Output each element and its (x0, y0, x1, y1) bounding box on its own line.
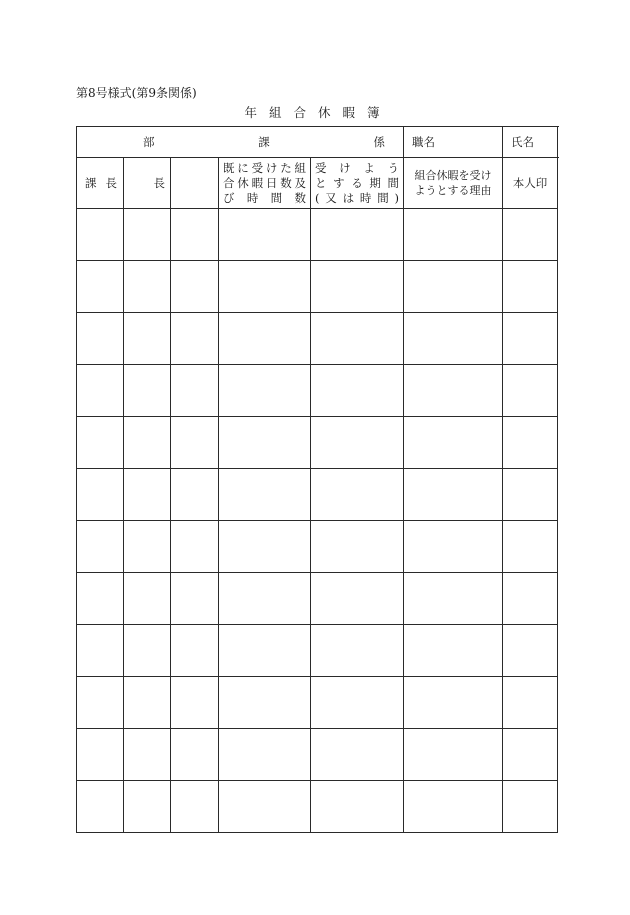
entry-cell[interactable] (311, 365, 404, 417)
entry-cell[interactable] (404, 261, 503, 313)
name-cell (503, 127, 558, 158)
entry-cell[interactable] (311, 729, 404, 781)
entry-cell[interactable] (311, 781, 404, 833)
entry-cell[interactable] (171, 625, 219, 677)
seal-label: 本人印 (512, 176, 548, 190)
table-row (77, 469, 558, 521)
entry-cell[interactable] (503, 209, 558, 261)
chief-header (124, 158, 171, 209)
entry-cell[interactable] (219, 209, 311, 261)
requested-period-line-3: ( 又 は 時 間 ) (315, 190, 399, 205)
entry-cell[interactable] (124, 313, 171, 365)
entry-cell[interactable] (503, 521, 558, 573)
entry-cell[interactable] (404, 469, 503, 521)
entry-cell[interactable] (219, 313, 311, 365)
entry-cell[interactable] (124, 209, 171, 261)
job-title-label: 職名 (412, 135, 436, 149)
department-label: 部 (143, 135, 155, 149)
entry-cell[interactable] (77, 781, 124, 833)
entry-cell[interactable] (124, 573, 171, 625)
entry-cell[interactable] (77, 313, 124, 365)
entry-cell[interactable] (77, 521, 124, 573)
entry-cell[interactable] (219, 729, 311, 781)
entry-cell[interactable] (124, 521, 171, 573)
entry-cell[interactable] (503, 261, 558, 313)
entry-cell[interactable] (219, 365, 311, 417)
reason-line-2: ようとする理由 (414, 184, 492, 197)
entry-cell[interactable] (124, 261, 171, 313)
entry-cell[interactable] (77, 209, 124, 261)
entry-cell[interactable] (124, 469, 171, 521)
entry-cell[interactable] (77, 625, 124, 677)
entry-cell[interactable] (311, 417, 404, 469)
entry-cell[interactable] (77, 677, 124, 729)
section-chief-header (77, 158, 124, 209)
entry-cell[interactable] (171, 469, 219, 521)
entry-cell[interactable] (311, 625, 404, 677)
table-row (77, 625, 558, 677)
entry-cell[interactable] (219, 469, 311, 521)
entry-cell[interactable] (77, 573, 124, 625)
entry-cell[interactable] (171, 313, 219, 365)
entry-cell[interactable] (503, 781, 558, 833)
entry-cell[interactable] (503, 573, 558, 625)
entry-cell[interactable] (77, 261, 124, 313)
entry-cell[interactable] (311, 209, 404, 261)
requested-period-line-2: と す る 期 間 (315, 175, 399, 190)
entry-cell[interactable] (404, 677, 503, 729)
blank-header (171, 158, 219, 209)
requested-period-line-1: 受 け よ う (315, 160, 400, 175)
column-header-row (77, 158, 558, 209)
entry-cell[interactable] (311, 573, 404, 625)
entry-cell[interactable] (404, 729, 503, 781)
entry-cell[interactable] (404, 209, 503, 261)
entry-cell[interactable] (124, 729, 171, 781)
prior-days-line-2: 合 休 暇 日 数 及 (223, 175, 306, 190)
entry-cell[interactable] (124, 365, 171, 417)
entry-cell[interactable] (503, 469, 558, 521)
table-row (77, 209, 558, 261)
entry-cell[interactable] (124, 677, 171, 729)
entry-cell[interactable] (171, 729, 219, 781)
name-label: 氏名 (511, 135, 535, 149)
table-row (77, 261, 558, 313)
entry-cell[interactable] (219, 573, 311, 625)
department-cell (77, 127, 404, 158)
entry-cell[interactable] (171, 573, 219, 625)
entry-cell[interactable] (219, 261, 311, 313)
subsection-label: 係 (373, 135, 386, 149)
table-row (77, 573, 558, 625)
section-chief-ka: 課 (85, 176, 97, 190)
entry-cell[interactable] (311, 677, 404, 729)
entry-cell[interactable] (219, 677, 311, 729)
entry-cell[interactable] (77, 417, 124, 469)
entry-cell[interactable] (404, 365, 503, 417)
entry-cell[interactable] (171, 261, 219, 313)
entry-cell[interactable] (404, 417, 503, 469)
entry-cell[interactable] (77, 729, 124, 781)
entry-cell[interactable] (404, 781, 503, 833)
entry-cell[interactable] (171, 521, 219, 573)
entry-cell[interactable] (503, 625, 558, 677)
entry-cell[interactable] (171, 417, 219, 469)
table-row (77, 313, 558, 365)
reason-header (404, 158, 503, 209)
section-label: 課 (258, 135, 270, 149)
entry-cell[interactable] (219, 625, 311, 677)
reason-line-1: 組合休暇を受け (414, 168, 492, 182)
table-row (77, 677, 558, 729)
requested-period-header (311, 158, 404, 209)
entry-cell[interactable] (171, 209, 219, 261)
entry-cell[interactable] (171, 677, 219, 729)
entry-cell[interactable] (404, 521, 503, 573)
entry-cell[interactable] (171, 781, 219, 833)
entry-cell[interactable] (311, 313, 404, 365)
prior-days-line-3: び 時 間 数 (223, 190, 306, 205)
entry-cell[interactable] (171, 365, 219, 417)
document-title: 年組合休暇簿 (244, 105, 392, 120)
entry-cell[interactable] (124, 625, 171, 677)
table-row (77, 729, 558, 781)
entry-cell[interactable] (124, 781, 171, 833)
table-row (77, 521, 558, 573)
entry-cell[interactable] (311, 261, 404, 313)
seal-header (503, 158, 558, 209)
job-title-cell (404, 127, 503, 158)
entry-cell[interactable] (311, 469, 404, 521)
entry-cell[interactable] (77, 365, 124, 417)
entry-cell[interactable] (124, 417, 171, 469)
table-row (77, 365, 558, 417)
entry-cell[interactable] (311, 521, 404, 573)
table-row (77, 417, 558, 469)
entry-cell[interactable] (503, 677, 558, 729)
prior-days-line-1: 既 に 受 け た 組 (223, 160, 306, 175)
section-chief-cho: 長 (105, 176, 117, 190)
entry-cell[interactable] (77, 469, 124, 521)
entry-cell[interactable] (503, 729, 558, 781)
form-number: 第8号様式(第9条関係) (76, 86, 197, 100)
entry-cell[interactable] (404, 573, 503, 625)
table-row (77, 781, 558, 833)
entry-cell[interactable] (219, 781, 311, 833)
entry-cell[interactable] (219, 417, 311, 469)
entry-cell[interactable] (503, 365, 558, 417)
entry-cell[interactable] (219, 521, 311, 573)
entry-cell[interactable] (503, 417, 558, 469)
leave-ledger-table (76, 126, 558, 833)
prior-days-header (219, 158, 311, 209)
entry-cell[interactable] (404, 625, 503, 677)
entry-cell[interactable] (503, 313, 558, 365)
department-row (77, 127, 558, 158)
chief-label: 長 (153, 176, 165, 190)
entry-cell[interactable] (404, 313, 503, 365)
